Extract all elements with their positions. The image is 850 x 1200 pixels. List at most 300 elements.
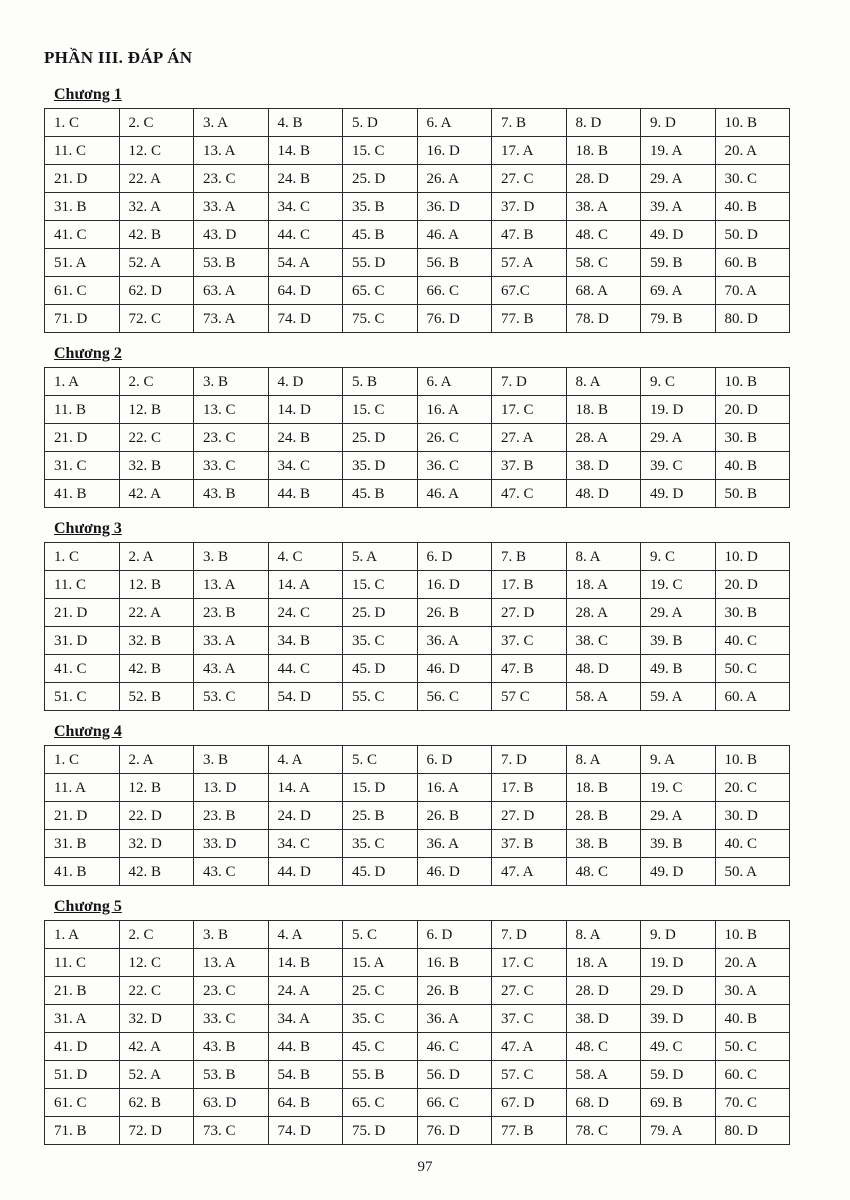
- answer-cell: 20. C: [715, 774, 790, 802]
- answer-cell: 43. C: [194, 858, 269, 886]
- answer-cell: 32. A: [119, 193, 194, 221]
- answer-table: [44, 745, 790, 886]
- answer-cell: 2. C: [119, 368, 194, 396]
- answer-cell: 5. C: [343, 921, 418, 949]
- answer-cell: 43. D: [194, 221, 269, 249]
- answer-cell: 50. C: [715, 655, 790, 683]
- answer-cell: 30. B: [715, 599, 790, 627]
- answer-cell: 37. C: [492, 1005, 567, 1033]
- answer-cell: 55. B: [343, 1061, 418, 1089]
- answer-cell: 3. B: [194, 543, 269, 571]
- answer-cell: 75. D: [343, 1117, 418, 1145]
- answer-cell: 22. C: [119, 977, 194, 1005]
- table-row: [45, 137, 790, 165]
- answer-cell: 14. D: [268, 396, 343, 424]
- answer-cell: 13. A: [194, 949, 269, 977]
- answer-cell: 34. A: [268, 1005, 343, 1033]
- answer-cell: 12. C: [119, 137, 194, 165]
- table-row: [45, 746, 790, 774]
- answer-cell: 30. A: [715, 977, 790, 1005]
- answer-cell: 78. C: [566, 1117, 641, 1145]
- answer-cell: 73. C: [194, 1117, 269, 1145]
- answer-cell: 69. B: [641, 1089, 716, 1117]
- table-row: [45, 305, 790, 333]
- answer-cell: 34. C: [268, 193, 343, 221]
- answer-cell: 46. A: [417, 480, 492, 508]
- answer-cell: 1. C: [45, 746, 120, 774]
- answer-cell: 47. C: [492, 480, 567, 508]
- answer-cell: 21. D: [45, 599, 120, 627]
- answer-cell: 3. B: [194, 368, 269, 396]
- answer-cell: 44. B: [268, 480, 343, 508]
- answer-cell: 9. D: [641, 921, 716, 949]
- answer-cell: 36. A: [417, 1005, 492, 1033]
- answer-cell: 59. B: [641, 249, 716, 277]
- answer-cell: 62. B: [119, 1089, 194, 1117]
- answer-cell: 34. C: [268, 452, 343, 480]
- answer-cell: 32. D: [119, 1005, 194, 1033]
- answer-cell: 23. C: [194, 165, 269, 193]
- answer-cell: 60. C: [715, 1061, 790, 1089]
- answer-cell: 37. B: [492, 452, 567, 480]
- answer-cell: 28. B: [566, 802, 641, 830]
- page-number: 97: [417, 1159, 433, 1175]
- answer-cell: 13. D: [194, 774, 269, 802]
- answer-cell: 11. B: [45, 396, 120, 424]
- table-row: [45, 193, 790, 221]
- answer-cell: 10. B: [715, 368, 790, 396]
- answer-cell: 2. C: [119, 109, 194, 137]
- answer-cell: 48. C: [566, 1033, 641, 1061]
- answer-cell: 26. B: [417, 977, 492, 1005]
- answer-cell: 50. D: [715, 221, 790, 249]
- answer-cell: 21. D: [45, 424, 120, 452]
- answer-cell: 33. A: [194, 193, 269, 221]
- table-row: [45, 802, 790, 830]
- answer-cell: 18. B: [566, 396, 641, 424]
- answer-cell: 17. B: [492, 774, 567, 802]
- answer-cell: 38. D: [566, 452, 641, 480]
- answer-cell: 13. C: [194, 396, 269, 424]
- answer-cell: 72. D: [119, 1117, 194, 1145]
- answer-cell: 45. D: [343, 655, 418, 683]
- answer-cell: 19. A: [641, 137, 716, 165]
- page-title: PHẦN III. ĐÁP ÁN: [44, 48, 193, 67]
- answer-cell: 74. D: [268, 305, 343, 333]
- answer-cell: 39. B: [641, 830, 716, 858]
- answer-table: [44, 542, 790, 711]
- answer-cell: 41. C: [45, 655, 120, 683]
- answer-cell: 30. B: [715, 424, 790, 452]
- answer-cell: 23. B: [194, 599, 269, 627]
- answer-cell: 38. C: [566, 627, 641, 655]
- answer-cell: 24. A: [268, 977, 343, 1005]
- answer-cell: 25. D: [343, 165, 418, 193]
- answer-cell: 4. C: [268, 543, 343, 571]
- answer-cell: 66. C: [417, 277, 492, 305]
- answer-cell: 68. A: [566, 277, 641, 305]
- answer-cell: 22. C: [119, 424, 194, 452]
- answer-cell: 2. C: [119, 921, 194, 949]
- chapter-heading: Chương 1: [54, 86, 122, 103]
- answer-cell: 28. A: [566, 424, 641, 452]
- answer-cell: 53. B: [194, 1061, 269, 1089]
- answer-cell: 48. D: [566, 655, 641, 683]
- answer-cell: 51. A: [45, 249, 120, 277]
- answer-cell: 38. D: [566, 1005, 641, 1033]
- answer-cell: 37. D: [492, 193, 567, 221]
- answer-cell: 42. B: [119, 221, 194, 249]
- table-row: [45, 627, 790, 655]
- answer-cell: 34. C: [268, 830, 343, 858]
- answer-cell: 24. D: [268, 802, 343, 830]
- answer-cell: 10. B: [715, 109, 790, 137]
- answer-cell: 5. C: [343, 746, 418, 774]
- answer-cell: 3. A: [194, 109, 269, 137]
- answer-cell: 33. A: [194, 627, 269, 655]
- answer-cell: 17. A: [492, 137, 567, 165]
- answer-cell: 47. A: [492, 1033, 567, 1061]
- answer-cell: 25. C: [343, 977, 418, 1005]
- answer-cell: 71. D: [45, 305, 120, 333]
- table-row: [45, 977, 790, 1005]
- answer-cell: 7. D: [492, 368, 567, 396]
- answer-cell: 5. A: [343, 543, 418, 571]
- answer-cell: 73. A: [194, 305, 269, 333]
- answer-cell: 75. C: [343, 305, 418, 333]
- answer-cell: 16. A: [417, 396, 492, 424]
- answer-cell: 22. A: [119, 165, 194, 193]
- answer-cell: 1. A: [45, 368, 120, 396]
- answer-cell: 40. C: [715, 627, 790, 655]
- chapter-section: [44, 86, 790, 333]
- answer-cell: 18. B: [566, 137, 641, 165]
- answer-cell: 36. A: [417, 627, 492, 655]
- answer-cell: 39. D: [641, 1005, 716, 1033]
- answer-cell: 4. D: [268, 368, 343, 396]
- answer-cell: 44. C: [268, 221, 343, 249]
- answer-cell: 56. B: [417, 249, 492, 277]
- answer-cell: 39. B: [641, 627, 716, 655]
- answer-cell: 29. D: [641, 977, 716, 1005]
- answer-cell: 40. C: [715, 830, 790, 858]
- table-row: [45, 683, 790, 711]
- answer-cell: 19. C: [641, 774, 716, 802]
- answer-cell: 44. D: [268, 858, 343, 886]
- chapter-heading: Chương 4: [54, 723, 122, 740]
- answer-cell: 62. D: [119, 277, 194, 305]
- answer-cell: 35. C: [343, 1005, 418, 1033]
- answer-cell: 10. B: [715, 746, 790, 774]
- answer-cell: 2. A: [119, 746, 194, 774]
- answer-cell: 23. B: [194, 802, 269, 830]
- answer-cell: 25. D: [343, 599, 418, 627]
- answer-cell: 12. B: [119, 396, 194, 424]
- answer-cell: 27. C: [492, 165, 567, 193]
- answer-cell: 48. C: [566, 858, 641, 886]
- answer-cell: 26. A: [417, 165, 492, 193]
- answer-cell: 28. D: [566, 165, 641, 193]
- answer-cell: 14. B: [268, 949, 343, 977]
- answer-cell: 13. A: [194, 137, 269, 165]
- answer-cell: 71. B: [45, 1117, 120, 1145]
- answer-cell: 56. C: [417, 683, 492, 711]
- answer-cell: 59. D: [641, 1061, 716, 1089]
- answer-cell: 41. B: [45, 480, 120, 508]
- answer-cell: 15. D: [343, 774, 418, 802]
- answer-cell: 58. A: [566, 683, 641, 711]
- answer-cell: 11. C: [45, 137, 120, 165]
- answer-cell: 47. A: [492, 858, 567, 886]
- answer-cell: 57. C: [492, 1061, 567, 1089]
- answer-cell: 64. D: [268, 277, 343, 305]
- answer-cell: 34. B: [268, 627, 343, 655]
- table-row: [45, 249, 790, 277]
- answer-cell: 21. D: [45, 802, 120, 830]
- answer-cell: 58. A: [566, 1061, 641, 1089]
- table-row: [45, 109, 790, 137]
- answer-table: [44, 367, 790, 508]
- table-row: [45, 1089, 790, 1117]
- answer-cell: 33. D: [194, 830, 269, 858]
- answer-cell: 12. B: [119, 774, 194, 802]
- answer-cell: 8. A: [566, 921, 641, 949]
- answer-cell: 27. C: [492, 977, 567, 1005]
- answer-cell: 60. A: [715, 683, 790, 711]
- answer-cell: 67. D: [492, 1089, 567, 1117]
- answer-cell: 65. C: [343, 1089, 418, 1117]
- answer-cell: 78. D: [566, 305, 641, 333]
- answer-cell: 7. D: [492, 921, 567, 949]
- answer-cell: 27. D: [492, 599, 567, 627]
- answer-cell: 80. D: [715, 1117, 790, 1145]
- answer-cell: 58. C: [566, 249, 641, 277]
- answer-cell: 35. C: [343, 627, 418, 655]
- table-row: [45, 1117, 790, 1145]
- answer-cell: 48. D: [566, 480, 641, 508]
- answer-cell: 36. C: [417, 452, 492, 480]
- answer-cell: 36. A: [417, 830, 492, 858]
- answer-cell: 43. B: [194, 480, 269, 508]
- answer-cell: 40. B: [715, 452, 790, 480]
- answer-cell: 19. D: [641, 396, 716, 424]
- answer-cell: 40. B: [715, 193, 790, 221]
- answer-cell: 67.C: [492, 277, 567, 305]
- answer-cell: 42. A: [119, 480, 194, 508]
- answer-cell: 44. B: [268, 1033, 343, 1061]
- answer-cell: 32. B: [119, 627, 194, 655]
- chapter-heading: Chương 3: [54, 520, 122, 537]
- answer-cell: 35. D: [343, 452, 418, 480]
- answer-cell: 49. B: [641, 655, 716, 683]
- answer-cell: 5. B: [343, 368, 418, 396]
- chapter-heading: Chương 2: [54, 345, 122, 362]
- table-row: [45, 921, 790, 949]
- answer-cell: 9. C: [641, 368, 716, 396]
- answer-cell: 8. A: [566, 543, 641, 571]
- answer-cell: 11. C: [45, 571, 120, 599]
- answer-cell: 28. D: [566, 977, 641, 1005]
- answer-cell: 80. D: [715, 305, 790, 333]
- answer-cell: 19. D: [641, 949, 716, 977]
- answer-cell: 48. C: [566, 221, 641, 249]
- answer-cell: 29. A: [641, 599, 716, 627]
- answer-cell: 51. D: [45, 1061, 120, 1089]
- answer-cell: 76. D: [417, 305, 492, 333]
- answer-cell: 46. A: [417, 221, 492, 249]
- answer-cell: 17. B: [492, 571, 567, 599]
- answer-cell: 27. D: [492, 802, 567, 830]
- answer-cell: 33. C: [194, 1005, 269, 1033]
- answer-cell: 10. B: [715, 921, 790, 949]
- answer-cell: 4. A: [268, 921, 343, 949]
- answer-cell: 46. C: [417, 1033, 492, 1061]
- answer-cell: 21. B: [45, 977, 120, 1005]
- answer-table: [44, 920, 790, 1145]
- answer-cell: 18. B: [566, 774, 641, 802]
- answer-cell: 25. D: [343, 424, 418, 452]
- answer-cell: 23. C: [194, 977, 269, 1005]
- answer-cell: 15. A: [343, 949, 418, 977]
- table-row: [45, 599, 790, 627]
- answer-cell: 7. D: [492, 746, 567, 774]
- answer-cell: 15. C: [343, 396, 418, 424]
- answer-cell: 12. C: [119, 949, 194, 977]
- answer-cell: 12. B: [119, 571, 194, 599]
- answer-cell: 29. A: [641, 165, 716, 193]
- answer-cell: 29. A: [641, 424, 716, 452]
- answer-cell: 26. C: [417, 424, 492, 452]
- answer-cell: 27. A: [492, 424, 567, 452]
- answer-cell: 53. C: [194, 683, 269, 711]
- answer-cell: 31. B: [45, 193, 120, 221]
- answer-cell: 50. B: [715, 480, 790, 508]
- answer-cell: 35. C: [343, 830, 418, 858]
- answer-cell: 70. A: [715, 277, 790, 305]
- table-row: [45, 396, 790, 424]
- answer-cell: 31. A: [45, 1005, 120, 1033]
- answer-cell: 11. C: [45, 949, 120, 977]
- table-row: [45, 830, 790, 858]
- answer-cell: 39. C: [641, 452, 716, 480]
- answer-cell: 29. A: [641, 802, 716, 830]
- answer-cell: 20. D: [715, 396, 790, 424]
- chapter-section: [44, 520, 790, 711]
- answer-cell: 50. A: [715, 858, 790, 886]
- answer-cell: 20. A: [715, 137, 790, 165]
- answer-cell: 51. C: [45, 683, 120, 711]
- answer-cell: 16. A: [417, 774, 492, 802]
- answer-cell: 64. B: [268, 1089, 343, 1117]
- answer-table: [44, 108, 790, 333]
- answer-cell: 42. B: [119, 655, 194, 683]
- answer-cell: 40. B: [715, 1005, 790, 1033]
- answer-cell: 6. D: [417, 921, 492, 949]
- answer-cell: 38. B: [566, 830, 641, 858]
- answer-cell: 54. D: [268, 683, 343, 711]
- table-row: [45, 858, 790, 886]
- answer-cell: 16. D: [417, 571, 492, 599]
- answer-cell: 77. B: [492, 305, 567, 333]
- answer-cell: 54. B: [268, 1061, 343, 1089]
- answer-cell: 8. D: [566, 109, 641, 137]
- answer-cell: 72. C: [119, 305, 194, 333]
- answer-cell: 43. B: [194, 1033, 269, 1061]
- answer-cell: 49. D: [641, 858, 716, 886]
- answer-cell: 14. A: [268, 774, 343, 802]
- chapter-section: [44, 898, 790, 1145]
- answer-cell: 46. D: [417, 858, 492, 886]
- answer-cell: 53. B: [194, 249, 269, 277]
- answer-cell: 49. D: [641, 221, 716, 249]
- answer-cell: 52. A: [119, 249, 194, 277]
- answer-cell: 32. D: [119, 830, 194, 858]
- table-row: [45, 1005, 790, 1033]
- answer-cell: 16. D: [417, 137, 492, 165]
- answer-cell: 60. B: [715, 249, 790, 277]
- answer-cell: 43. A: [194, 655, 269, 683]
- answer-cell: 59. A: [641, 683, 716, 711]
- chapter-section: [44, 723, 790, 886]
- answer-cell: 79. A: [641, 1117, 716, 1145]
- answer-cell: 69. A: [641, 277, 716, 305]
- answer-cell: 9. D: [641, 109, 716, 137]
- answer-cell: 17. C: [492, 949, 567, 977]
- answer-cell: 24. C: [268, 599, 343, 627]
- answer-cell: 52. A: [119, 1061, 194, 1089]
- answer-cell: 37. C: [492, 627, 567, 655]
- answer-cell: 14. A: [268, 571, 343, 599]
- answer-cell: 21. D: [45, 165, 120, 193]
- answer-cell: 49. C: [641, 1033, 716, 1061]
- chapters-container: [44, 86, 790, 1145]
- table-row: [45, 165, 790, 193]
- answer-cell: 13. A: [194, 571, 269, 599]
- answer-cell: 4. A: [268, 746, 343, 774]
- answer-cell: 77. B: [492, 1117, 567, 1145]
- table-row: [45, 480, 790, 508]
- answer-cell: 39. A: [641, 193, 716, 221]
- answer-cell: 65. C: [343, 277, 418, 305]
- answer-cell: 26. B: [417, 599, 492, 627]
- answer-cell: 31. B: [45, 830, 120, 858]
- table-row: [45, 424, 790, 452]
- answer-cell: 57 C: [492, 683, 567, 711]
- answer-cell: 46. D: [417, 655, 492, 683]
- table-row: [45, 655, 790, 683]
- answer-cell: 7. B: [492, 543, 567, 571]
- answer-cell: 47. B: [492, 655, 567, 683]
- answer-cell: 41. C: [45, 221, 120, 249]
- answer-cell: 19. C: [641, 571, 716, 599]
- answer-cell: 30. C: [715, 165, 790, 193]
- answer-cell: 36. D: [417, 193, 492, 221]
- answer-cell: 70. C: [715, 1089, 790, 1117]
- answer-cell: 41. B: [45, 858, 120, 886]
- answer-cell: 6. A: [417, 368, 492, 396]
- answer-cell: 22. A: [119, 599, 194, 627]
- answer-cell: 1. C: [45, 543, 120, 571]
- answer-cell: 1. C: [45, 109, 120, 137]
- answer-cell: 52. B: [119, 683, 194, 711]
- answer-cell: 9. A: [641, 746, 716, 774]
- answer-cell: 54. A: [268, 249, 343, 277]
- answer-cell: 37. B: [492, 830, 567, 858]
- answer-cell: 76. D: [417, 1117, 492, 1145]
- answer-cell: 7. B: [492, 109, 567, 137]
- answer-cell: 6. D: [417, 543, 492, 571]
- table-row: [45, 543, 790, 571]
